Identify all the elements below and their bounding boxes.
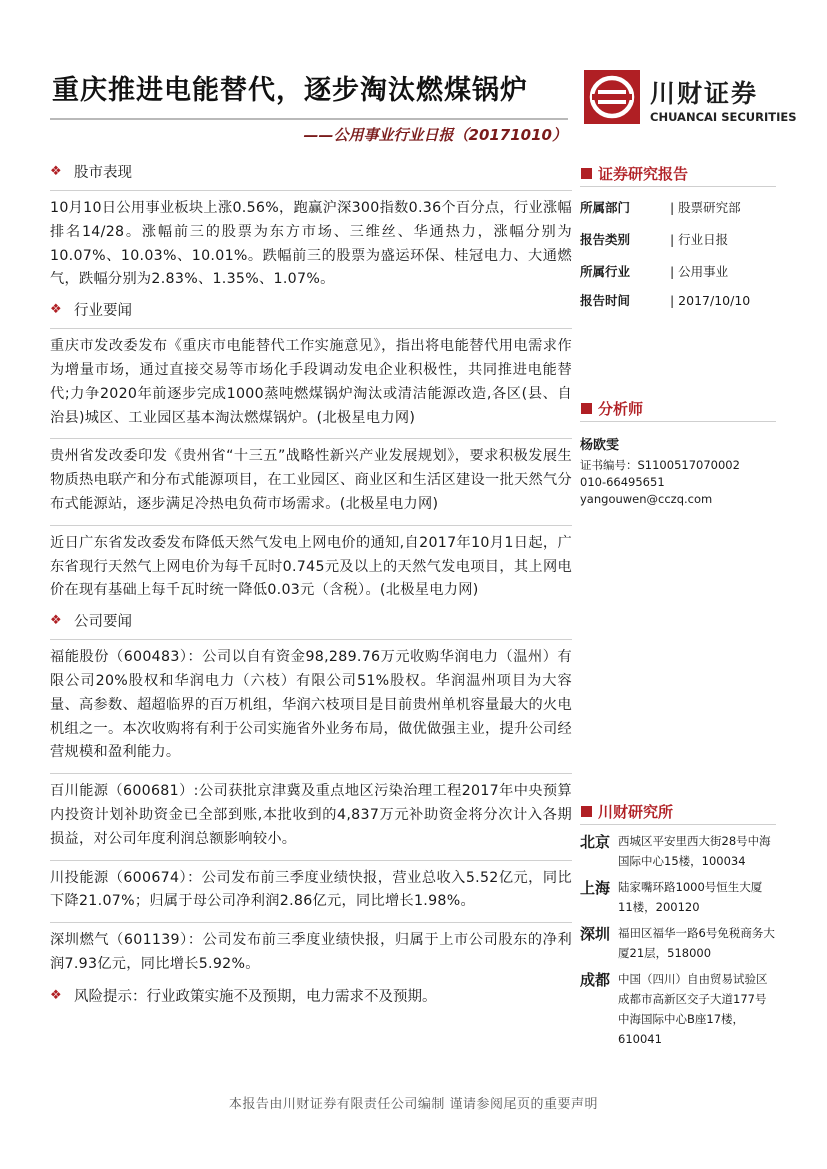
- paragraph-divider: [50, 773, 572, 774]
- company-logo: [584, 70, 797, 126]
- info-value: | 行业日报: [670, 232, 729, 247]
- logo-english-name: CHUANCAI SECURITIES: [650, 110, 797, 124]
- office-shanghai: [580, 877, 776, 917]
- paragraph-divider: [50, 922, 572, 923]
- company-paragraph: 福能股份（600483）：公司以自有资金98,289.76万元收购华润电力（温州）有限公司20%股权和华润电力（六枝）有限公司51%股权。华润温州项目为大容量、高参数、超超临界的百万机组，华润六枝项目是目前贵州单机容量最大的火电机组之一。本次收购将有利于公司实施省外业务布局，做优做强主业，提升公司经营规模和盈利能力。: [50, 649, 572, 761]
- section-heading-text: 行业要闻: [74, 302, 132, 319]
- risk-warning-text: 风险提示：行业政策实施不及预期，电力需求不及预期。: [74, 989, 437, 1006]
- office-chengdu: [580, 969, 776, 1049]
- title-divider: [50, 118, 568, 120]
- section-divider: [50, 328, 572, 329]
- sidebar-heading-institute: 川财研究所: [580, 798, 776, 825]
- paragraph-divider: [50, 860, 572, 861]
- diamond-bullet-icon: ❖: [50, 988, 62, 1004]
- company-paragraph: 川投能源（600674）：公司发布前三季度业绩快报，营业总收入5.52亿元，同比下降21.07%；归属于母公司净利润2.86亿元，同比增长1.98%。: [50, 869, 572, 910]
- office-city: 北京: [580, 833, 611, 851]
- page-footer: 本报告由川财证券有限责任公司编制 谨请参阅尾页的重要声明: [228, 1097, 599, 1112]
- logo-chinese-name: 川财证券: [650, 79, 759, 108]
- office-city: 上海: [580, 879, 611, 897]
- chuancai-logo-icon: [584, 70, 640, 124]
- office-address: 中国（四川）自由贸易试验区成都市高新区交子大道177号中海国际中心B座17楼，610041: [618, 972, 768, 1046]
- section-heading-text: 股市表现: [74, 164, 132, 181]
- section-divider: [50, 639, 572, 640]
- section-heading-industry: [50, 298, 572, 320]
- office-shenzhen: [580, 923, 776, 963]
- analyst-name: 杨欧雯: [580, 438, 620, 453]
- office-city: 成都: [580, 971, 611, 989]
- risk-warning: [50, 985, 572, 1007]
- paragraph-divider: [50, 525, 572, 526]
- main-content: [50, 160, 572, 1007]
- info-label: 报告类别: [580, 232, 631, 247]
- company-paragraph: 百川能源（600681）:公司获批京津冀及重点地区污染治理工程2017年中央预算内投资计划补助资金已全部到账,本批收到的4,837万元补助资金将分次计入各期损益，对公司年度利润总额影响较小。: [50, 783, 572, 847]
- company-paragraph: 深圳燃气（601139）：公司发布前三季度业绩快报，归属于上市公司股东的净利润7.93亿元，同比增长5.92%。: [50, 932, 572, 972]
- red-square-icon: [581, 168, 592, 179]
- section-heading-text: 公司要闻: [74, 613, 132, 630]
- report-subtitle: ——公用事业行业日报（20171010）: [303, 126, 567, 144]
- diamond-bullet-icon: ❖: [50, 163, 62, 179]
- red-square-icon: [581, 806, 592, 817]
- info-value: | 股票研究部: [670, 200, 741, 215]
- info-value: | 2017/10/10: [670, 292, 751, 308]
- section-heading-market: [50, 160, 572, 182]
- red-square-icon: [581, 403, 592, 414]
- industry-paragraph: 近日广东省发改委发布降低天然气发电上网电价的通知,自2017年10月1日起，广东省现行天然气上网电价为每千瓦时0.745元及以上的天然气发电项目，其上网电价在现有基础上每千瓦时统一降低0.03元（含税）。(北极星电力网): [50, 534, 572, 599]
- info-value: | 公用事业: [670, 264, 729, 279]
- office-address: 福田区福华一路6号免税商务大厦21层，518000: [618, 926, 775, 960]
- office-city: 深圳: [580, 925, 611, 943]
- office-beijing: [580, 831, 776, 871]
- industry-paragraph: 贵州省发改委印发《贵州省“十三五”战略性新兴产业发展规划》，要求积极发展生物质热电联产和分布式能源项目，在工业园区、商业区和生活区建设一批天然气分布式能源站，逐步满足冷热电负荷市场需求。(北极星电力网): [50, 448, 572, 512]
- info-row-department: [580, 191, 776, 223]
- office-address: 陆家嘴环路1000号恒生大厦11楼，200120: [618, 880, 763, 914]
- market-paragraph: 10月10日公用事业板块上涨0.56%，跑赢沪深300指数0.36个百分点，行业涨幅排名14/28。涨幅前三的股票为东方市场、三维丝、华通热力，涨幅分别为10.07%、10.03%、10.01%。跌幅前三的股票为盛运环保、桂冠电力、大通燃气，跌幅分别为2.83%、1.35%、1.07%。: [50, 200, 572, 288]
- paragraph-divider: [50, 438, 572, 439]
- report-title: 重庆推进电能替代，逐步淘汰燃煤锅炉: [52, 75, 528, 106]
- info-label: 所属部门: [580, 200, 631, 215]
- info-label: 报告时间: [580, 293, 631, 308]
- sidebar-heading-analyst: 分析师: [580, 395, 776, 422]
- info-row-category: [580, 223, 776, 255]
- analyst-email: yangouwen@cczq.com: [580, 492, 713, 506]
- analyst-cert: 证书编号：S1100517070002: [580, 458, 740, 472]
- diamond-bullet-icon: ❖: [50, 612, 62, 628]
- info-row-industry: [580, 255, 776, 287]
- section-divider: [50, 190, 572, 191]
- info-row-date: [580, 287, 776, 313]
- diamond-bullet-icon: ❖: [50, 301, 62, 317]
- sidebar: [580, 160, 776, 1049]
- info-label: 所属行业: [580, 264, 631, 279]
- analyst-phone: 010-66495651: [580, 475, 665, 489]
- industry-paragraph: 重庆市发改委发布《重庆市电能替代工作实施意见》，指出将电能替代用电需求作为增量市场，通过直接交易等市场化手段调动发电企业积极性，共同推进电能替代;力争2020年前逐步完成1000蒸吨燃煤锅炉淘汰或清洁能源改造,各区(县、自治县)城区、工业园区基本淘汰燃煤锅炉。(北极星电力网): [50, 338, 572, 426]
- section-heading-company: [50, 609, 572, 631]
- office-address: 西城区平安里西大街28号中海国际中心15楼，100034: [618, 834, 771, 868]
- sidebar-heading-report: 证券研究报告: [580, 160, 776, 187]
